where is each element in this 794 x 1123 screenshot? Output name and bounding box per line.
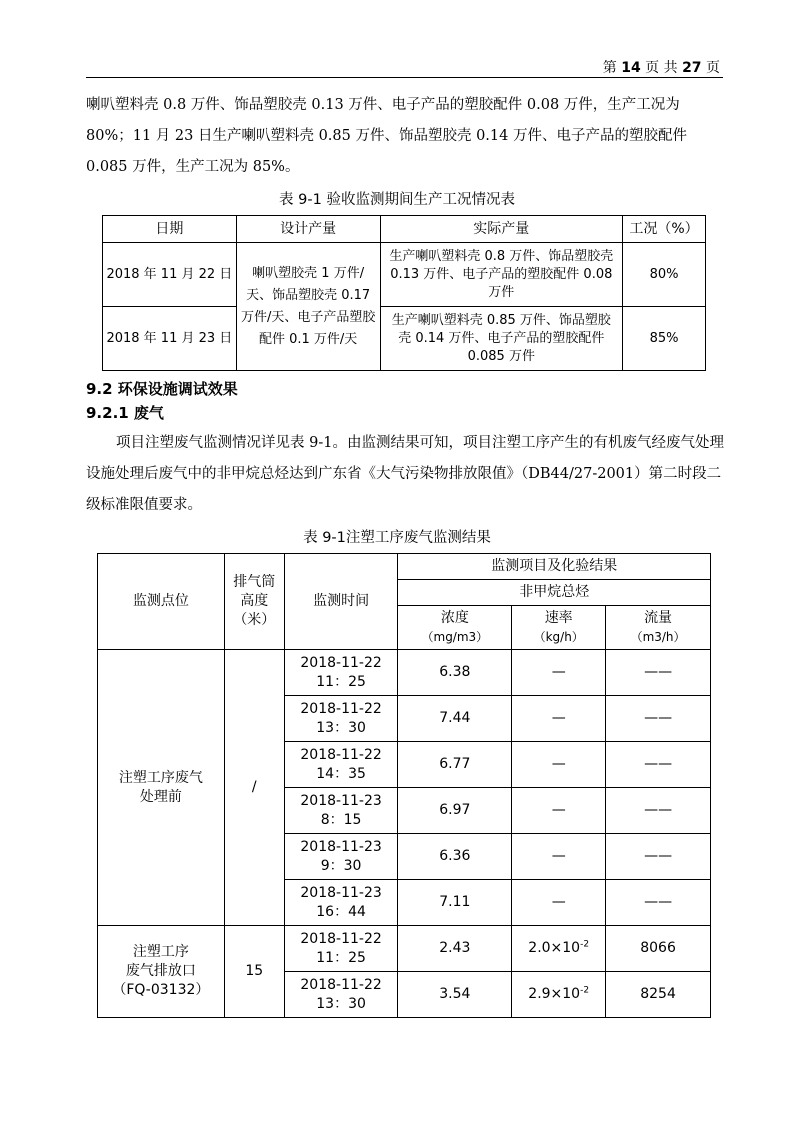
time-cell: 2018-11-22 13：30 [284,696,398,742]
row-rate: 80% [623,243,706,307]
page-number: 第 14 页 共 27 页 [602,60,720,76]
time-cell: 2018-11-23 16：44 [284,880,398,926]
table-row [103,243,706,307]
conc-cell: 6.36 [398,834,512,880]
flow-cell: —— [606,696,711,742]
table2-caption: 表 9-1注塑工序废气监测结果 [303,530,491,546]
time-cell: 2018-11-23 9：30 [284,834,398,880]
flow-cell: —— [606,650,711,696]
header-height: 排气筒高度（米） [224,554,284,650]
table-row [98,650,711,696]
rate-cell: — [512,788,606,834]
section-heading-9-2: 9.2 环保设施调试效果 [86,380,238,398]
row-date: 2018 年 11 月 22 日 [103,243,237,307]
row-actual: 生产喇叭塑料壳 0.8 万件、饰品塑胶壳 0.13 万件、电子产品的塑胶配件 0.08 万件 [380,243,623,307]
rate-cell: — [512,650,606,696]
time-cell: 2018-11-23 8：15 [284,788,398,834]
header-items: 监测项目及化验结果 [398,554,711,580]
time-cell: 2018-11-22 14：35 [284,742,398,788]
height-before-treatment: / [224,650,284,926]
flow-cell: —— [606,880,711,926]
rate-cell: — [512,880,606,926]
rate-cell: $2.0\times 10^{-2}$ [512,926,606,972]
table-row [103,307,706,371]
production-conditions-table [102,215,706,371]
header-rule [86,77,723,78]
intro-paragraph: 喇叭塑料壳 0.8 万件、饰品塑胶壳 0.13 万件、电子产品的塑胶配件 0.08 万件，生产工况为 80%；11 月 23 日生产喇叭塑料壳 0.85 万件、饰品塑胶壳 0.14 万件、电子产品的塑胶配件 0.085 万件，生产工况为 85%。 [86,97,687,175]
conc-cell: 6.38 [398,650,512,696]
conc-cell: 7.11 [398,880,512,926]
rate-cell: — [512,742,606,788]
table-header-row [103,216,706,243]
conc-cell: 2.43 [398,926,512,972]
row-rate: 85% [623,307,706,371]
height-outlet: 15 [224,926,284,1018]
row-date: 2018 年 11 月 23 日 [103,307,237,371]
flow-cell: —— [606,788,711,834]
flow-cell: 8254 [606,972,711,1018]
time-cell: 2018-11-22 11：25 [284,926,398,972]
header-time: 监测时间 [284,554,398,650]
rate-cell: — [512,696,606,742]
conc-cell: 3.54 [398,972,512,1018]
header-design: 设计产量 [236,216,380,243]
exhaust-monitoring-table [97,553,711,1018]
point-before-treatment: 注塑工序废气处理前 [98,650,225,926]
table-header-row [98,554,711,580]
header-emission-rate: 速率 （kg/h） [512,606,606,650]
design-output-cell: 喇叭塑胶壳 1 万件/天、饰品塑胶壳 0.17 万件/天、电子产品塑胶配件 0.1 万件/天 [236,243,380,371]
table-row [98,926,711,972]
header-pollutant: 非甲烷总烃 [398,580,711,606]
conc-cell: 7.44 [398,696,512,742]
header-date: 日期 [103,216,237,243]
flow-cell: —— [606,742,711,788]
conc-cell: 6.97 [398,788,512,834]
row-actual: 生产喇叭塑料壳 0.85 万件、饰品塑胶壳 0.14 万件、电子产品的塑胶配件 0.085 万件 [380,307,623,371]
flow-cell: 8066 [606,926,711,972]
time-cell: 2018-11-22 11：25 [284,650,398,696]
rate-cell: $2.9\times 10^{-2}$ [512,972,606,1018]
header-concentration: 浓度 （mg/m3） [398,606,512,650]
header-point: 监测点位 [98,554,225,650]
flow-cell: —— [606,834,711,880]
time-cell: 2018-11-22 13：30 [284,972,398,1018]
point-outlet: 注塑工序 废气排放口 （FQ-03132） [98,926,225,1018]
section-heading-9-2-1: 9.2.1 废气 [86,404,164,422]
header-actual: 实际产量 [380,216,623,243]
exhaust-paragraph: 项目注塑废气监测情况详见表 9-1。由监测结果可知，项目注塑工序产生的有机废气经废气处理设施处理后废气中的非甲烷总烃达到广东省《大气污染物排放限值》（DB44/27-2001）第二时段二级标准限值要求。 [86,435,724,513]
conc-cell: 6.77 [398,742,512,788]
header-flow: 流量 （m3/h） [606,606,711,650]
rate-cell: — [512,834,606,880]
header-rate: 工况（%） [623,216,706,243]
table1-caption: 表 9-1 验收监测期间生产工况情况表 [279,192,515,208]
